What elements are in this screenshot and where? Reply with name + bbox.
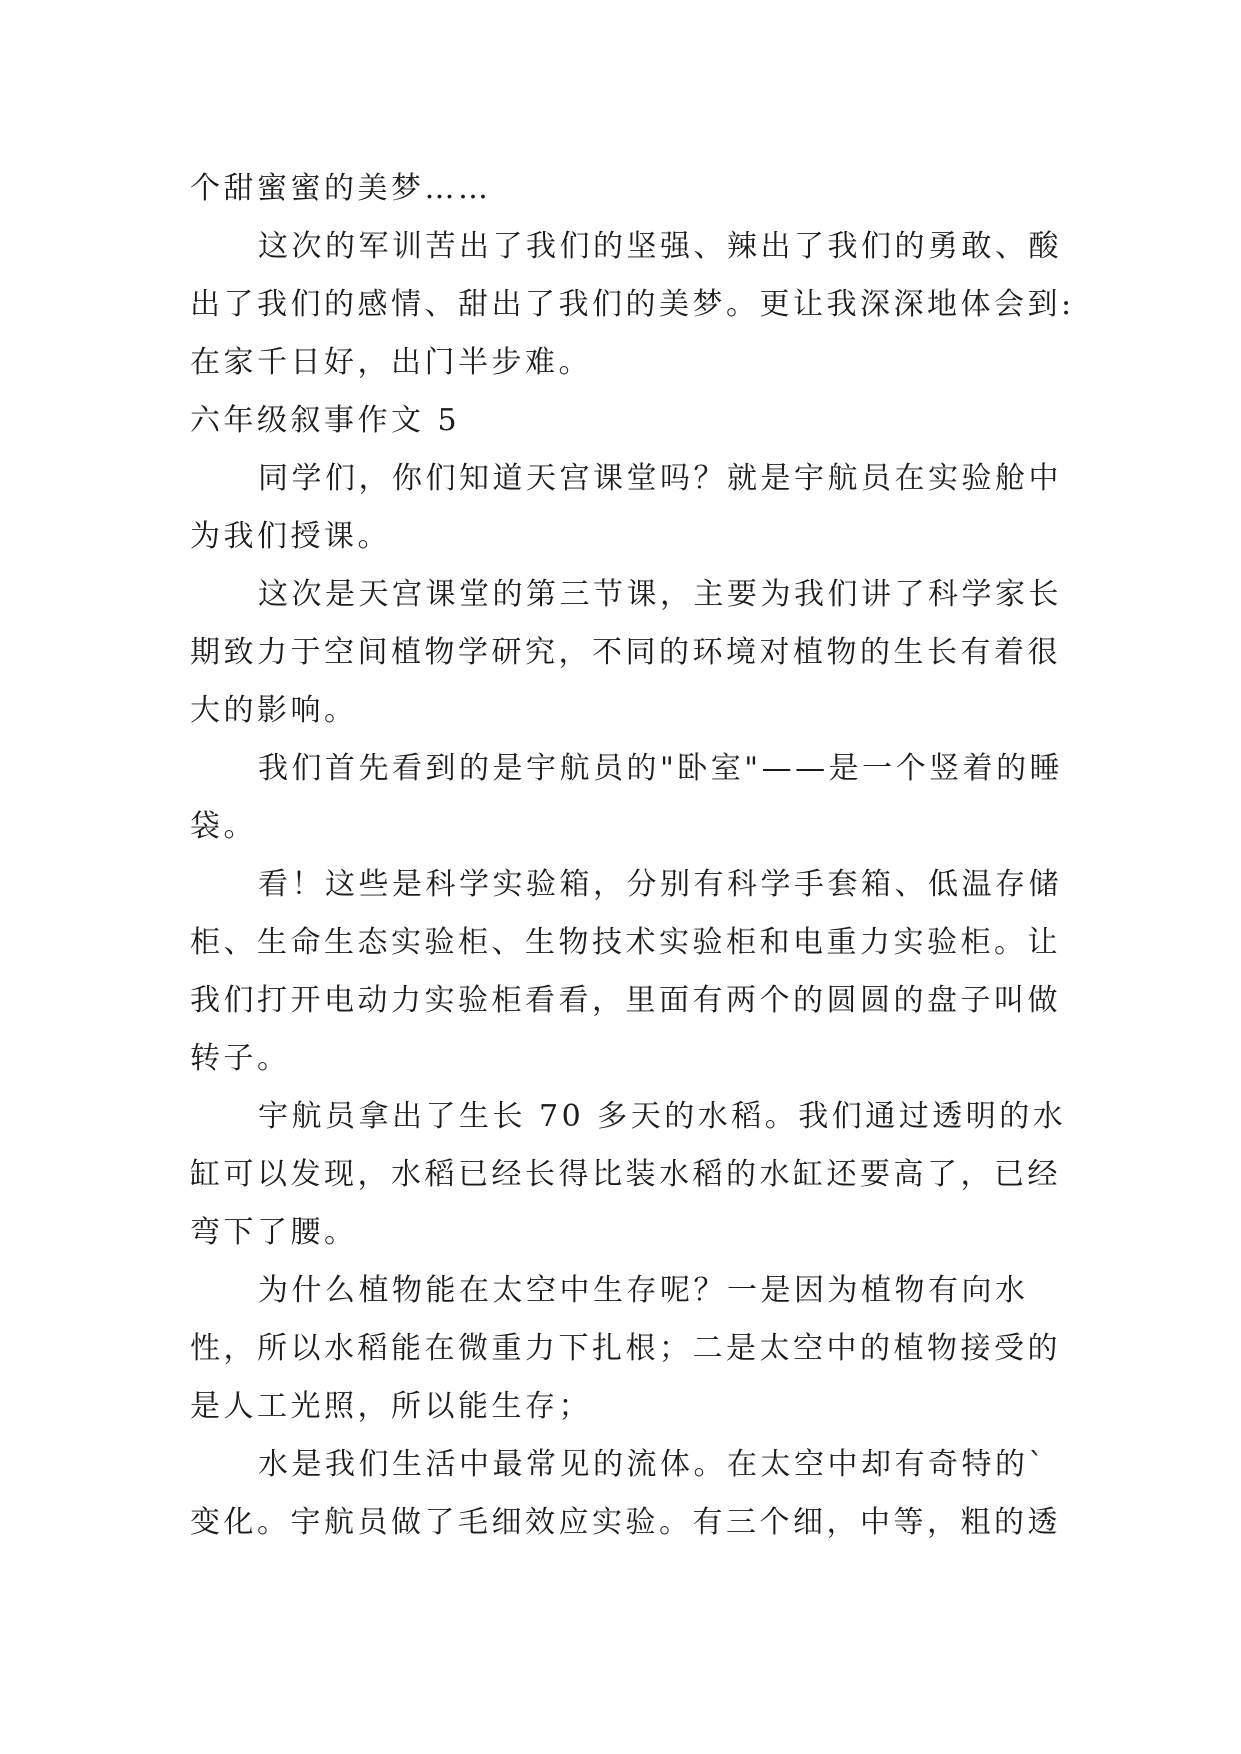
text-line: 缸可以发现，水稻已经长得比装水稻的水缸还要高了，已经: [190, 1157, 1061, 1192]
text-line: 为什么植物能在太空中生存呢？一是因为植物有向水: [258, 1273, 1029, 1308]
body-text: [190, 160, 1075, 1552]
text-line: 我们打开电动力实验柜看看，里面有两个的圆圆的盘子叫做: [190, 983, 1061, 1018]
text-line: 宇航员拿出了生长 70 多天的水稻。我们通过透明的水: [258, 1099, 1067, 1134]
section-heading: 六年级叙事作文 5: [190, 403, 461, 438]
text-line: 变化。宇航员做了毛细效应实验。有三个细，中等，粗的透: [190, 1505, 1061, 1540]
text-line: 性，所以水稻能在微重力下扎根；二是太空中的植物接受的: [190, 1331, 1061, 1366]
text-line: 这次是天宫课堂的第三节课，主要为我们讲了科学家长: [258, 577, 1062, 612]
text-line: 期致力于空间植物学研究，不同的环境对植物的生长有着很: [190, 635, 1061, 670]
text-line: 柜、生命生态实验柜、生物技术实验柜和电重力实验柜。让: [190, 925, 1061, 960]
text-line: 大的影响。: [190, 693, 358, 728]
text-line: 出了我们的感情、甜出了我们的美梦。更让我深深地体会到:: [190, 287, 1075, 322]
text-line: 看！这些是科学实验箱，分别有科学手套箱、低温存储: [258, 867, 1062, 902]
text-line: 同学们，你们知道天宫课堂吗？就是宇航员在实验舱中: [258, 461, 1062, 496]
text-line: 为我们授课。: [190, 519, 391, 554]
text-line: 弯下了腰。: [190, 1215, 358, 1250]
text-line: 我们首先看到的是宇航员的"卧室"——是一个竖着的睡: [258, 751, 1064, 786]
text-line: 袋。: [190, 809, 257, 844]
text-line: 在家千日好，出门半步难。: [190, 345, 592, 380]
text-line: 转子。: [190, 1041, 291, 1076]
text-line: 这次的军训苦出了我们的坚强、辣出了我们的勇敢、酸: [258, 229, 1062, 264]
text-line: 是人工光照，所以能生存；: [190, 1389, 592, 1424]
text-line: 水是我们生活中最常见的流体。在太空中却有奇特的`: [258, 1447, 1047, 1482]
text-line: 个甜蜜蜜的美梦……: [190, 171, 492, 206]
